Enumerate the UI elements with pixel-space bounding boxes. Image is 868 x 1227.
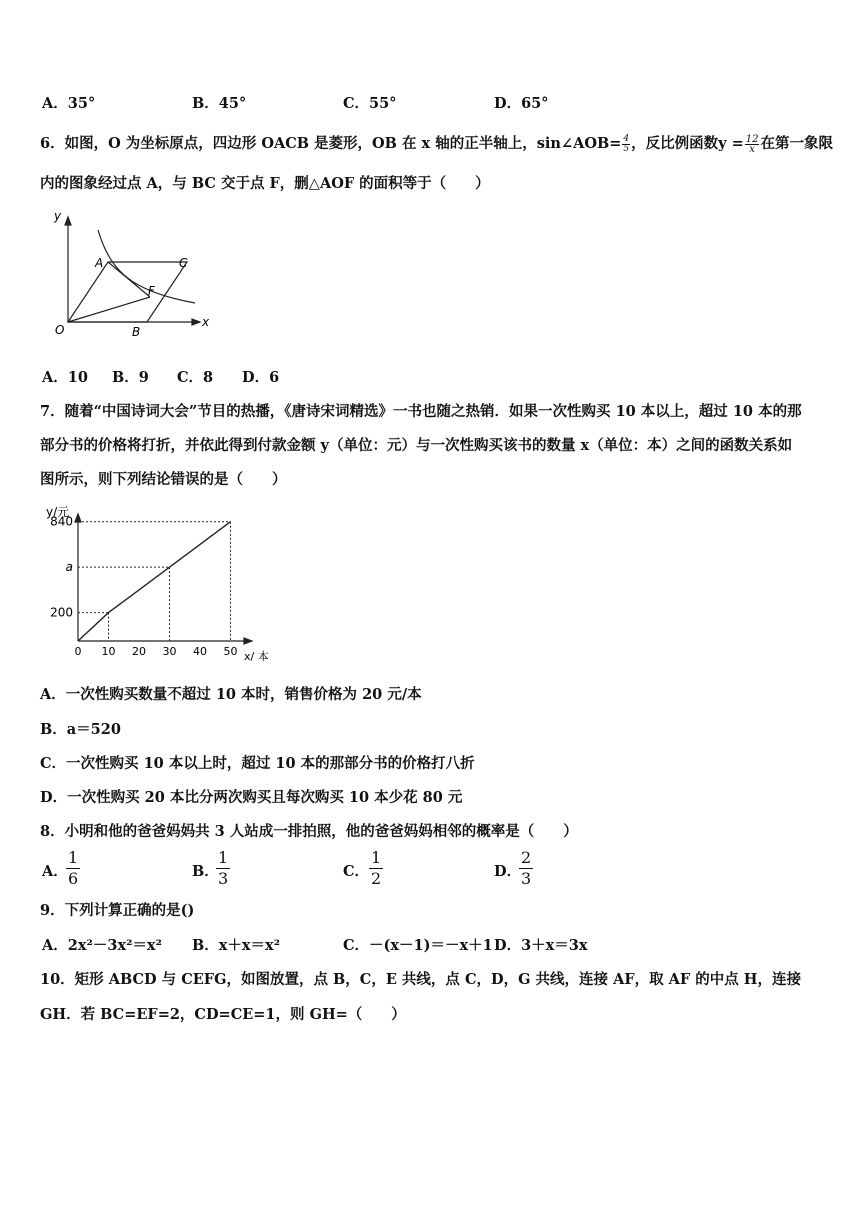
label-b: B	[132, 325, 141, 339]
q7-stem-line2: 部分书的价格将打折，并依此得到付款金额 y（单位：元）与一次性购买该书的数量 x（单位：本）之间的函数关系如	[40, 437, 793, 454]
q7-stem-line1: 7．随着“中国诗词大会”节目的热播，《唐诗宋词精选》一书也随之热销．如果一次性购买 10 本以上，超过 10 本的那	[40, 403, 802, 420]
y-axis-arrow	[65, 217, 71, 225]
label-a: A	[95, 256, 104, 270]
sin-fraction: $\frac{4}{5}$	[623, 133, 630, 154]
q5-option-b: B．45°	[192, 95, 247, 112]
q8-option-d-fraction: 2 3	[521, 848, 532, 888]
q10-stem-line2: GH．若 BC=EF=2，CD=CE=1，则 GH=（ ）	[40, 1006, 406, 1023]
q6-option-d: D．6	[242, 369, 280, 386]
q6-option-a: A．10	[42, 369, 88, 386]
q5-option-d: D．65°	[494, 95, 549, 112]
q7-option-b: B．a＝520	[40, 721, 121, 738]
q5-option-a: A．35°	[42, 95, 96, 112]
q8-option-c-fraction: 1 2	[371, 848, 382, 888]
chart-y-tick-label: a	[65, 560, 73, 575]
q8-option-d-label: D．	[494, 863, 522, 880]
q6-option-c: C．8	[177, 369, 214, 386]
q6-stem-line1: 6．如图，O 为坐标原点，四边形 OACB 是菱形，OB 在 x 轴的正半轴上，sin∠AOB= $\frac{4}{5}$ ，反比例函数y = $\frac{12}{x}$ 在第一象限	[40, 133, 833, 155]
q6-option-b: B．9	[112, 369, 149, 386]
label-c: C	[179, 256, 188, 270]
q8-option-a-label: A．	[42, 863, 68, 880]
chart-x-tick-label: 10	[101, 645, 116, 658]
q9-option-c: C．－(x－1)＝－x＋1	[343, 937, 493, 954]
q7-option-a: A．一次性购买数量不超过 10 本时，销售价格为 20 元/本	[40, 686, 422, 703]
q9-option-d: D．3＋x＝3x	[494, 937, 588, 954]
q7-option-c: C．一次性购买 10 本以上时，超过 10 本的那部分书的价格打八折	[40, 755, 475, 772]
label-y: y	[54, 209, 62, 223]
q7-chart	[40, 498, 280, 666]
q5-option-c: C．55°	[343, 95, 397, 112]
q8-stem: 8．小明和他的爸爸妈妈共 3 人站成一排拍照，他的爸爸妈妈相邻的概率是（ ）	[40, 823, 578, 840]
q9-option-b: B．x＋x＝x²	[192, 937, 281, 954]
q7-option-d: D．一次性购买 20 本比分两次购买且每次购买 10 本少花 80 元	[40, 789, 463, 806]
label-o: O	[55, 323, 65, 337]
q7-stem-line3: 图所示，则下列结论错误的是（ ）	[40, 471, 287, 488]
function-fraction: $\frac{12}{x}$	[745, 133, 759, 155]
rhombus-oacb	[68, 262, 187, 322]
q6-stem-line2: 内的图象经过点 A，与 BC 交于点 F，删△AOF 的面积等于（ ）	[40, 175, 490, 192]
label-f: F	[148, 284, 155, 298]
chart-x-label: x/ 本	[244, 650, 269, 663]
q8-option-b-fraction: 1 3	[218, 848, 229, 888]
chart-y-label: y/元	[46, 505, 70, 519]
q8-option-c-label: C．	[343, 863, 370, 880]
segment-of	[68, 297, 150, 322]
label-x: x	[202, 315, 210, 329]
chart-x-tick-label: 20	[132, 645, 146, 658]
q10-stem-line1: 10．矩形 ABCD 与 CEFG，如图放置，点 B，C，E 共线，点 C，D，G 共线，连接 AF，取 AF 的中点 H，连接	[40, 971, 801, 988]
q6-figure	[40, 205, 230, 340]
chart-y-tick-label: 200	[50, 605, 73, 620]
chart-y-axis-arrow	[75, 514, 81, 522]
chart-x-tick-label: 50	[223, 645, 238, 658]
chart-x-axis-arrow	[244, 638, 252, 644]
q9-option-a: A．2x²－3x²＝x²	[42, 937, 162, 954]
q9-stem: 9．下列计算正确的是()	[40, 902, 195, 919]
chart-x-tick-label: 30	[162, 645, 177, 658]
chart-x-tick-label: 40	[193, 645, 207, 658]
chart-series-line	[78, 522, 231, 641]
q8-option-b-label: B．	[192, 863, 219, 880]
q8-option-a-fraction: 1 6	[68, 848, 79, 888]
chart-x-tick-label: 0	[74, 645, 82, 658]
chart-y-tick-label: 840	[50, 514, 73, 529]
x-axis-arrow	[192, 319, 200, 325]
